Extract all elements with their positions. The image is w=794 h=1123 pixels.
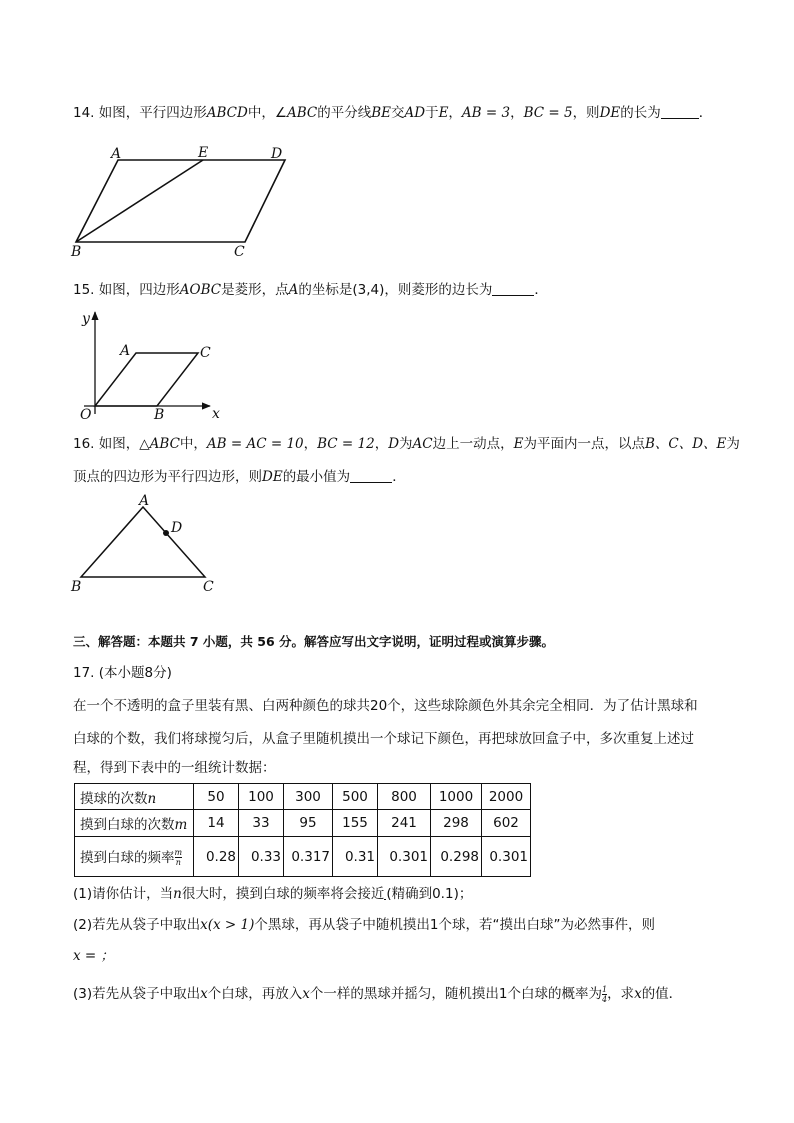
- section-3-heading: 三、解答题：本题共 7 小题，共 56 分。解答应写出文字说明，证明过程或演算步骤。: [73, 634, 555, 649]
- q17-paragraph-line1: 在一个不透明的盒子里装有黑、白两种颜色的球共20个，这些球除颜色外其余完全相同．为了估计黑球和: [73, 698, 698, 714]
- label-b: B: [71, 579, 82, 595]
- q16-text-line1: 16. 如图，△ABC中，AB = AC = 10，BC = 12，D为AC边上一动点，E为平面内一点，以点B、C、D、E为: [73, 436, 740, 452]
- table-cell: 0.317: [284, 837, 333, 877]
- table-cell: 100: [239, 784, 284, 810]
- table-cell: 0.298: [431, 837, 482, 877]
- table-cell: 2000: [482, 784, 531, 810]
- row-header-white-frequency: 摸到白球的频率 $\frac{m}{n}$: [75, 837, 194, 877]
- table-cell: 1000: [431, 784, 482, 810]
- table-cell: 0.33: [239, 837, 284, 877]
- label-x: x: [212, 406, 220, 422]
- q17-paragraph-line2: 白球的个数，我们将球搅匀后，从盒子里随机摸出一个球记下颜色，再把球放回盒子中，多次重复上述过: [73, 731, 694, 747]
- q17-sub2-answer: x = ；: [73, 948, 115, 964]
- label-a: A: [111, 146, 122, 162]
- fraction-one-quarter: $\frac{1}{4}$: [601, 984, 608, 1004]
- row-header-draws: 摸球的次数n: [75, 784, 194, 810]
- label-a: A: [139, 493, 150, 509]
- label-b: B: [71, 244, 82, 260]
- label-e: E: [198, 145, 209, 161]
- q17-paragraph-line3: 程，得到下表中的一组统计数据：: [73, 760, 276, 776]
- table-row: [75, 837, 531, 877]
- table-cell: 0.28: [194, 837, 239, 877]
- table-cell: 602: [482, 810, 531, 837]
- table-cell: 500: [333, 784, 378, 810]
- table-cell: 298: [431, 810, 482, 837]
- table-cell: 33: [239, 810, 284, 837]
- label-b: B: [154, 407, 165, 423]
- label-d: D: [171, 520, 183, 536]
- triangle-abc: [81, 507, 205, 577]
- row-header-white-count: 摸到白球的次数m: [75, 810, 194, 837]
- q14-text: 14. 如图，平行四边形ABCD中，∠ABC的平分线BE交AD于E，AB = 3，BC = 5，则DE的长为 ．: [73, 105, 713, 121]
- fraction-m-over-n: $\frac{m}{n}$: [174, 848, 183, 868]
- q16-text-line2: 顶点的四边形为平行四边形，则DE的最小值为 ．: [73, 469, 406, 485]
- label-o: O: [80, 407, 92, 423]
- label-y: y: [82, 311, 90, 327]
- q17-sub2: (2)若先从袋子中取出x(x > 1)个黑球，再从袋子中随机摸出1个球，若“摸出白球”为必然事件，则: [73, 917, 655, 933]
- label-c: C: [203, 579, 214, 595]
- table-cell: 14: [194, 810, 239, 837]
- statistics-table: [74, 783, 531, 877]
- table-cell: 155: [333, 810, 378, 837]
- table-cell: 95: [284, 810, 333, 837]
- q17-sub1: (1)请你估计，当n很大时，摸到白球的频率将会接近 (精确到0.1)；: [73, 886, 473, 902]
- table-cell: 800: [378, 784, 431, 810]
- table-cell: 0.301: [378, 837, 431, 877]
- q17-sub3: (3)若先从袋子中取出x个白球，再放入x个一样的黑球并摇匀，随机摸出1个白球的概率为 $\frac{1}{4}$ ，求x的值．: [73, 984, 683, 1004]
- table-row: [75, 784, 531, 810]
- label-c: C: [200, 345, 211, 361]
- table-cell: 300: [284, 784, 333, 810]
- point-d: [163, 530, 169, 536]
- table-cell: 241: [378, 810, 431, 837]
- label-d: D: [271, 146, 283, 162]
- q17-title: 17. (本小题8分): [73, 665, 172, 681]
- label-c: C: [234, 244, 245, 260]
- table-cell: 0.301: [482, 837, 531, 877]
- label-a: A: [120, 343, 131, 359]
- q15-text: 15. 如图，四边形AOBC是菱形，点A的坐标是(3,4)，则菱形的边长为 ．: [73, 282, 548, 298]
- table-cell: 50: [194, 784, 239, 810]
- table-cell: 0.31: [333, 837, 378, 877]
- table-row: [75, 810, 531, 837]
